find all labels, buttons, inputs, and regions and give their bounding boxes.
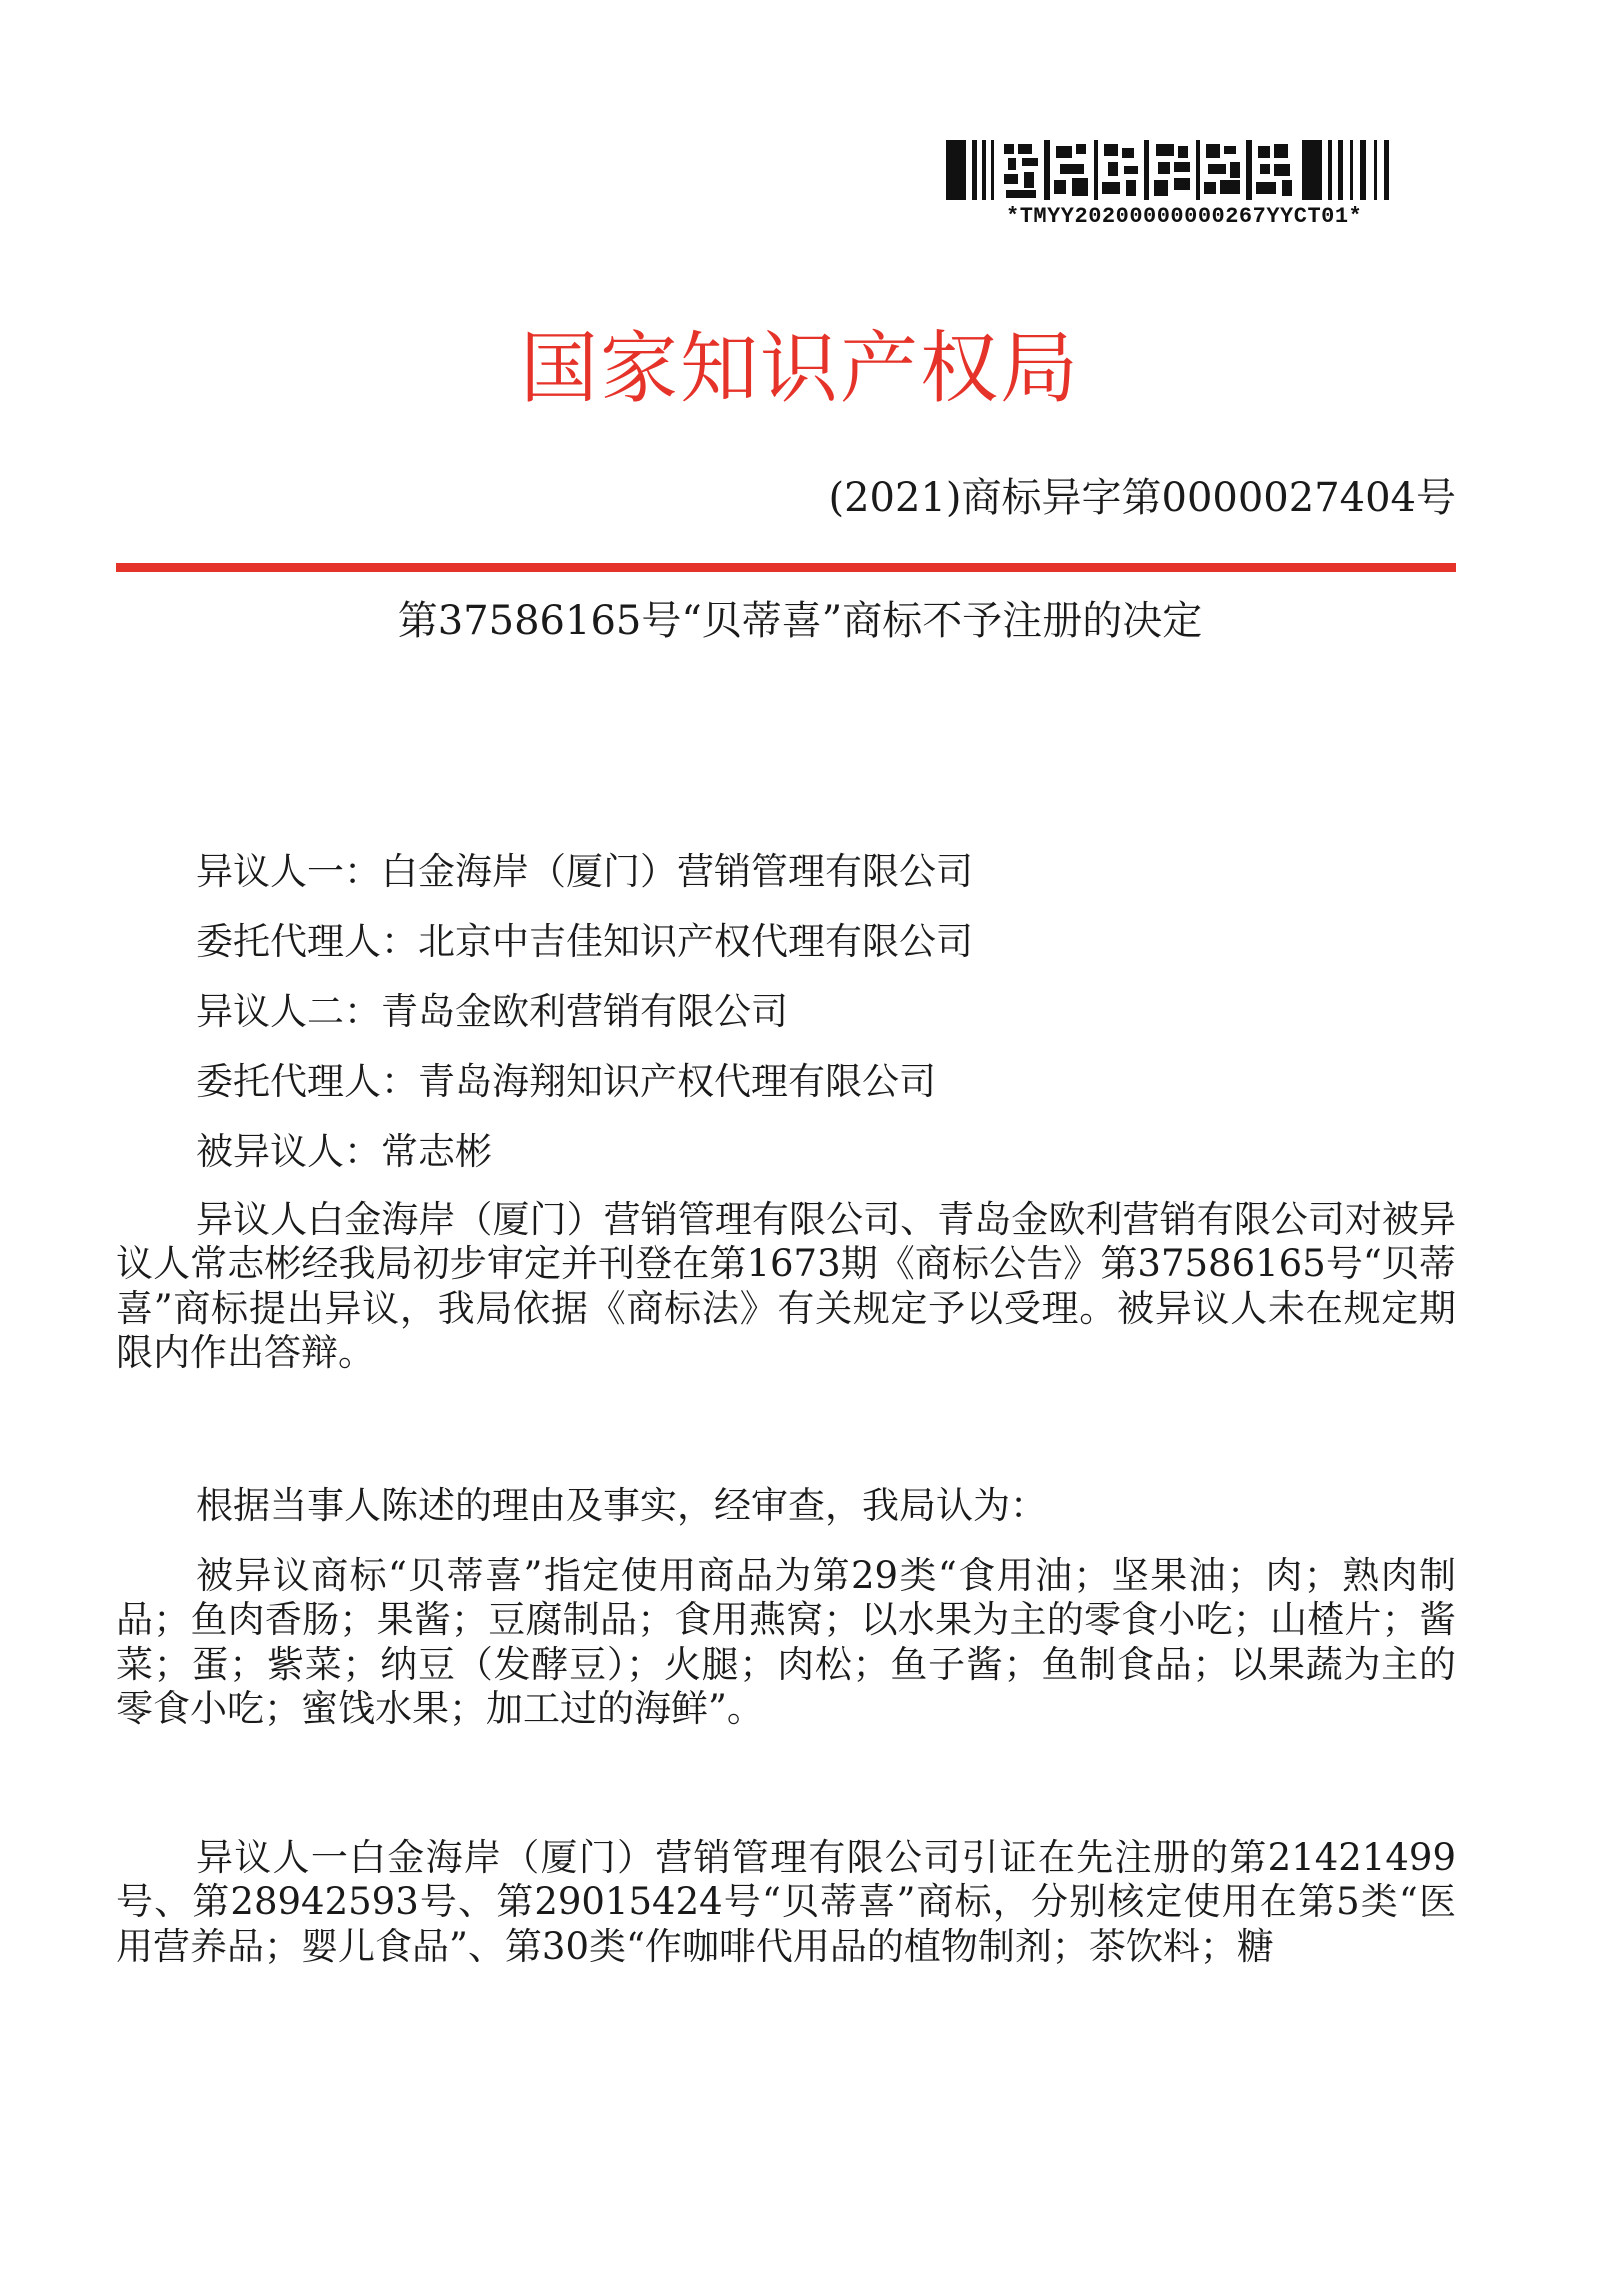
document-number: (2021)商标异字第0000027404号 [828,475,1456,521]
body-paragraph-opposed-goods: 被异议商标“贝蒂喜”指定使用商品为第29类“食用油；坚果油；肉；熟肉制品；鱼肉香肠；果酱；豆腐制品；食用燕窝；以水果为主的零食小吃；山楂片；酱菜；蛋；紫菜；纳豆（发酵豆）；火腿；肉松；鱼子酱；鱼制食品；以果蔬为主的零食小吃；蜜饯水果；加工过的海鲜”。 [116,1554,1456,1731]
party-respondent: 被异议人：常志彬 [196,1130,492,1173]
body-paragraph-acceptance: 异议人白金海岸（厦门）营销管理有限公司、青岛金欧利营销有限公司对被异议人常志彬经我局初步审定并刊登在第1673期《商标公告》第37586165号“贝蒂喜”商标提出异议，我局依据《商标法》有关规定予以受理。被异议人未在规定期限内作出答辩。 [116,1198,1456,1375]
decision-title: 第37586165号“贝蒂喜”商标不予注册的决定 [397,598,1203,644]
document-barcode [946,140,1404,200]
red-header-rule [116,563,1456,572]
party-opponent-two: 异议人二：青岛金欧利营销有限公司 [196,990,788,1033]
party-agent-two: 委托代理人：青岛海翔知识产权代理有限公司 [196,1060,936,1103]
body-paragraph-finding: 根据当事人陈述的理由及事实，经审查，我局认为： [196,1484,1047,1527]
party-agent-one: 委托代理人：北京中吉佳知识产权代理有限公司 [196,920,973,963]
party-opponent-one: 异议人一：白金海岸（厦门）营销管理有限公司 [196,850,973,893]
barcode-number: *TMYY20200000000267YYCT01* [1006,204,1363,229]
body-paragraph-cited-marks: 异议人一白金海岸（厦门）营销管理有限公司引证在先注册的第21421499号、第28942593号、第29015424号“贝蒂喜”商标，分别核定使用在第5类“医用营养品；婴儿食品”、第30类“作咖啡代用品的植物制剂；茶饮料；糖 [116,1836,1456,1968]
agency-name: 国家知识产权局 [519,324,1080,414]
